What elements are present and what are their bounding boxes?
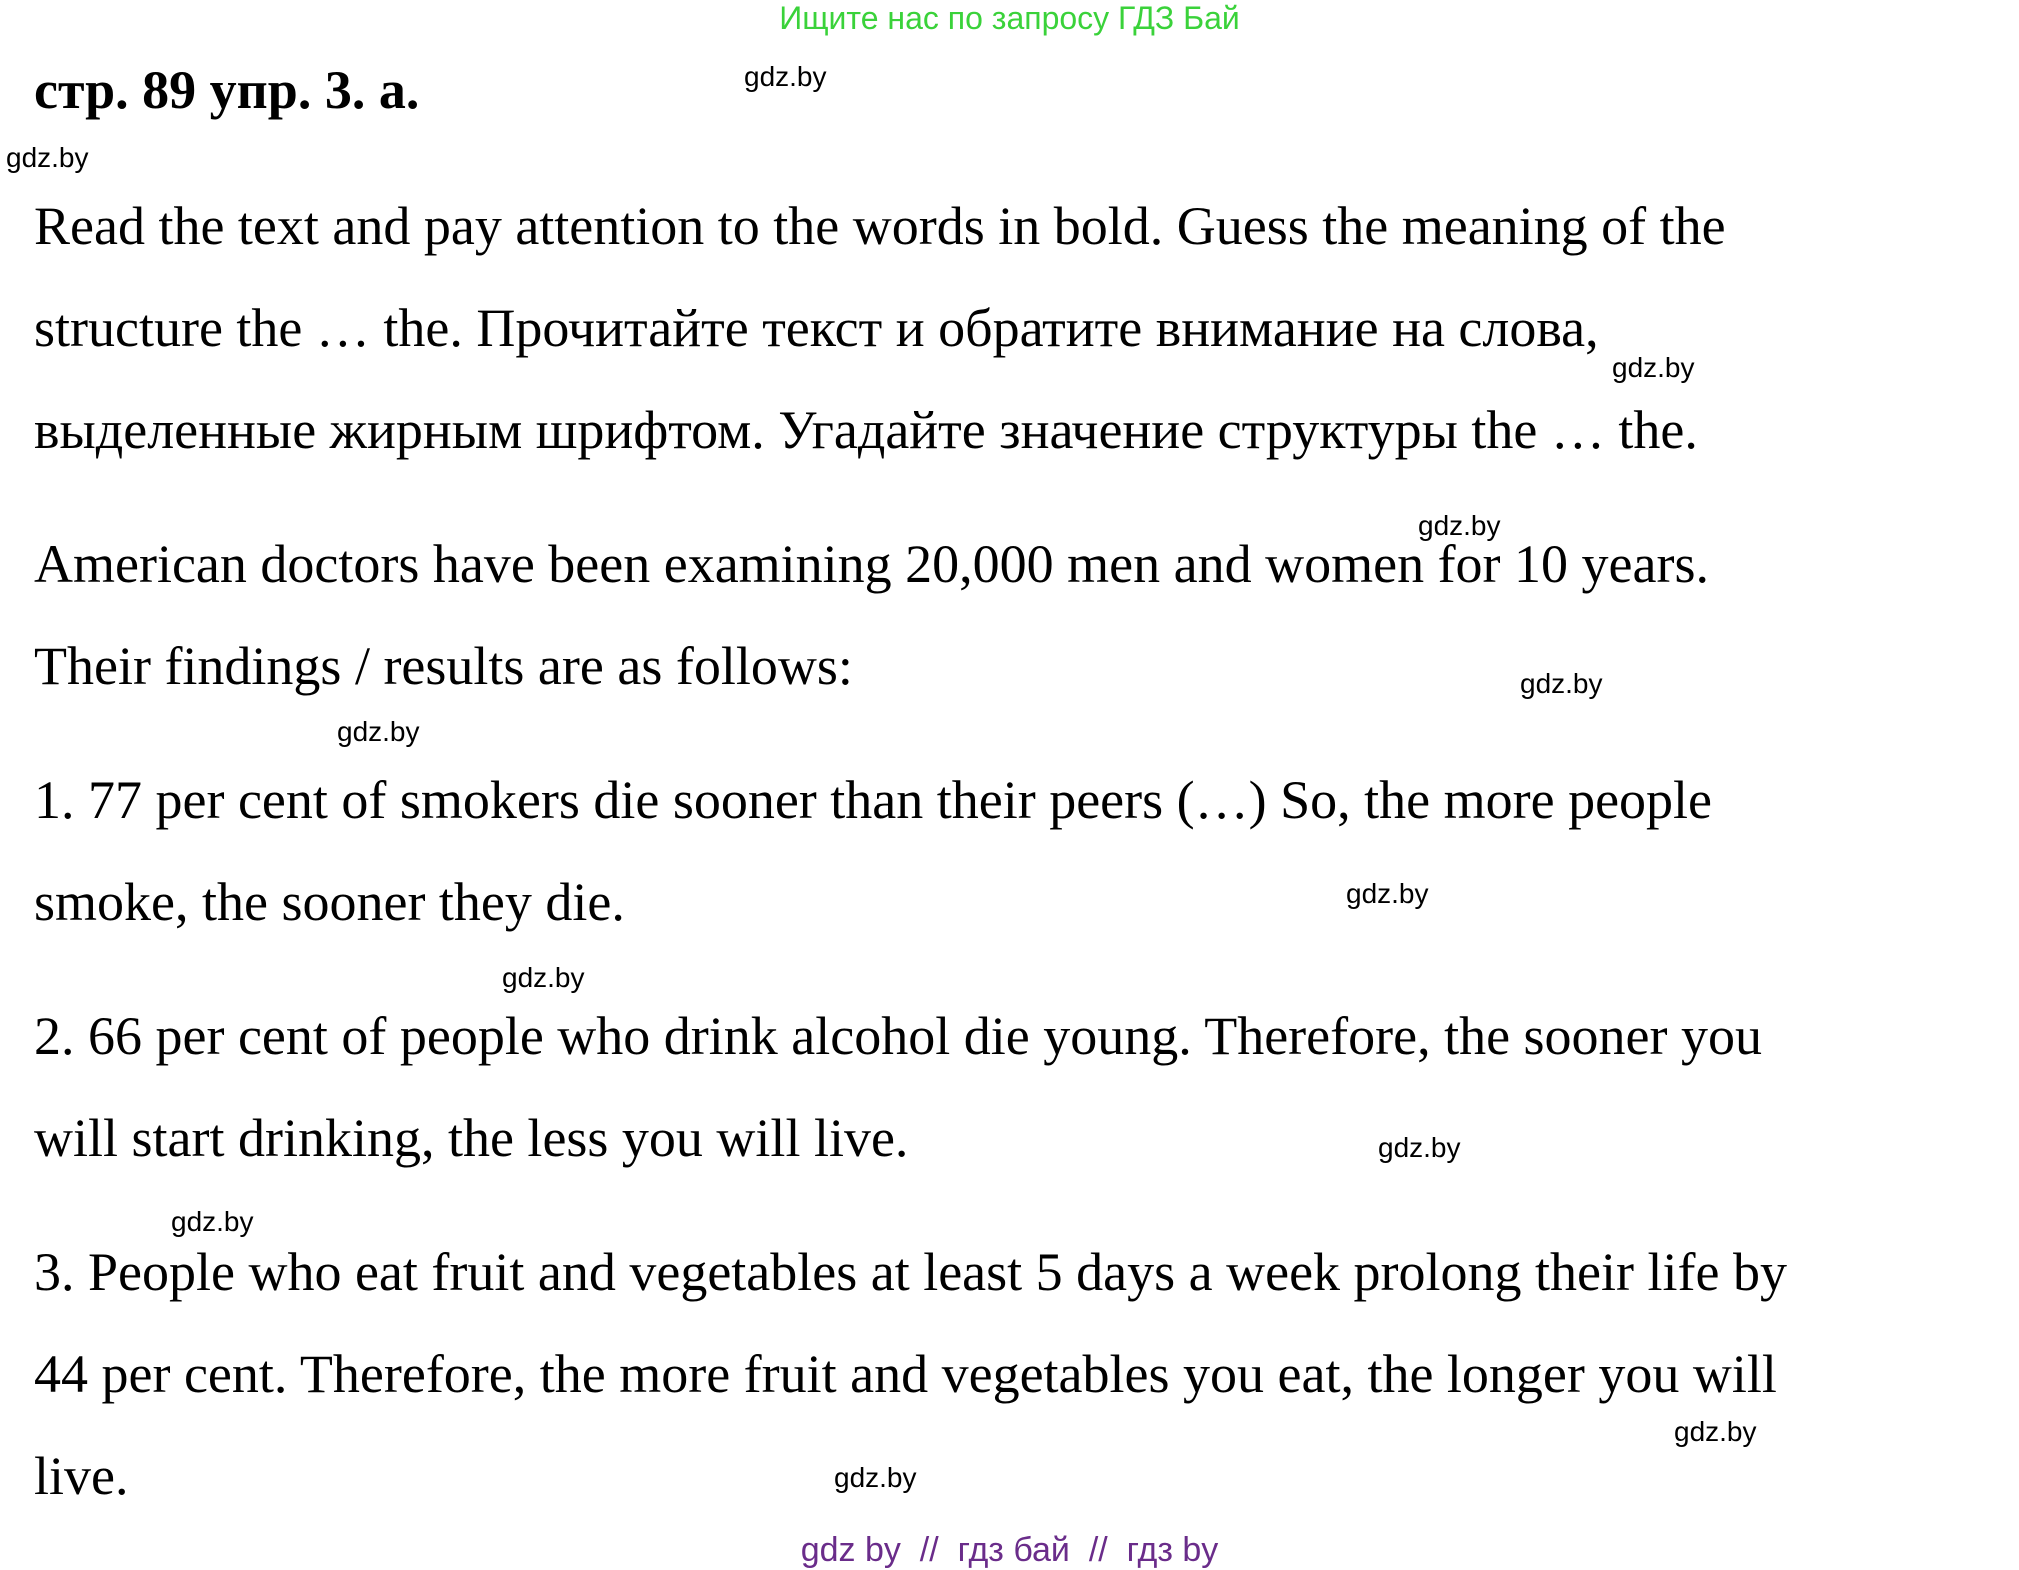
watermark: gdz.by	[1346, 878, 1429, 909]
watermark: gdz.by	[1612, 352, 1695, 383]
list-item-1-line: smoke, the sooner they die.	[34, 872, 625, 932]
watermark: gdz.by	[1520, 668, 1603, 699]
list-item-3-line: 3. People who eat fruit and vegetables at least 5 days a week prolong their life by	[34, 1242, 1787, 1302]
watermark: gdz.by	[834, 1462, 917, 1493]
list-item-3-line: live.	[34, 1446, 129, 1506]
watermark: gdz.by	[6, 142, 89, 173]
list-item-2-line: will start drinking, the less you will live.	[34, 1108, 909, 1168]
watermark: gdz.by	[1674, 1416, 1757, 1447]
instruction-line: Read the text and pay attention to the words in bold. Guess the meaning of the	[34, 196, 1726, 256]
watermark: gdz.by	[1378, 1132, 1461, 1163]
watermark: gdz.by	[337, 716, 420, 747]
watermark: gdz.by	[171, 1206, 254, 1237]
list-item-1-line: 1. 77 per cent of smokers die sooner than their peers (…) So, the more people	[34, 770, 1713, 830]
top-banner: Ищите нас по запросу ГДЗ Бай	[779, 0, 1240, 36]
instruction-line: выделенные жирным шрифтом. Угадайте значение структуры the … the.	[34, 400, 1698, 460]
watermark: gdz.by	[744, 61, 827, 92]
list-item-3-line: 44 per cent. Therefore, the more fruit and vegetables you eat, the longer you will	[34, 1344, 1777, 1404]
instruction-line: structure the … the. Прочитайте текст и обратите внимание на слова,	[34, 298, 1599, 358]
list-item-2-line: 2. 66 per cent of people who drink alcohol die young. Therefore, the sooner you	[34, 1006, 1762, 1066]
page-heading: стр. 89 упр. 3. а.	[34, 60, 420, 120]
intro-line: Their findings / results are as follows:	[34, 636, 853, 696]
watermark: gdz.by	[1418, 510, 1501, 541]
intro-line: American doctors have been examining 20,000 men and women for 10 years.	[34, 534, 1709, 594]
footer-links: gdz by // гдз бай // гдз by	[800, 1531, 1219, 1569]
watermark: gdz.by	[502, 962, 585, 993]
